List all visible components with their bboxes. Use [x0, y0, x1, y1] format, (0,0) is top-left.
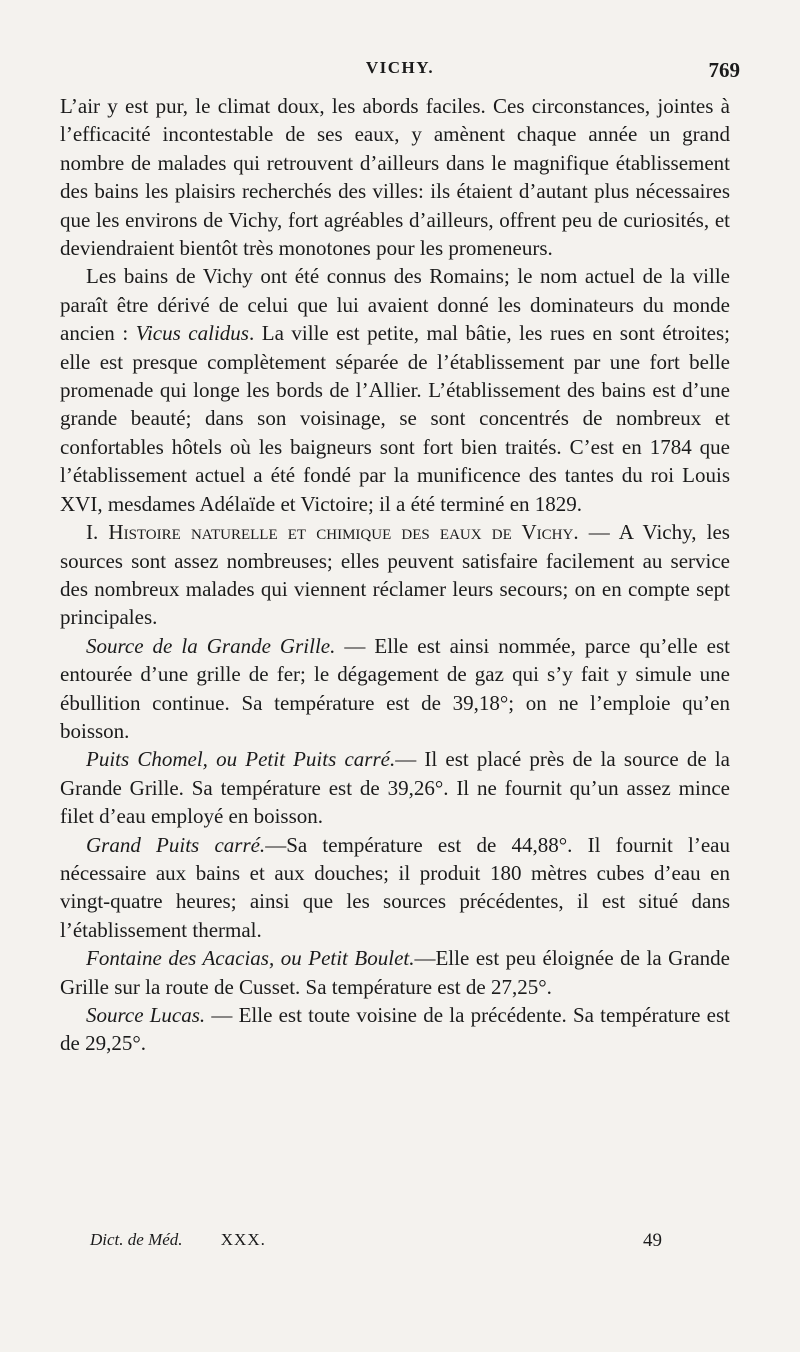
section-heading-paragraph [60, 518, 730, 632]
paragraph-source-lucas [60, 1001, 730, 1058]
signature-mark: Dict. de Méd. [90, 1230, 183, 1249]
body-text [60, 92, 730, 1058]
running-title: VICHY. [365, 58, 435, 77]
text-run: — Elle est toute voisine de la précédente. Sa température est de 29,25°. [60, 1003, 730, 1056]
section-title: Histoire naturelle et chimique des eaux de Vichy. [108, 520, 579, 545]
paragraph-intro: L’air y est pur, le climat doux, les abords faciles. Ces circonstances, jointes à l’efficacité incontestable de ses eaux, y amènent chaque année un grand nombre de malades qui retrouvent d’ailleurs dans le magnifique établissement des bains les plaisirs recherchés des villes: ils étaient d’autant plus nécessaires que les environs de Vichy, fort agréables d’ailleurs, offrent peu de curiosités, et deviendraient bientôt très monotones pour les promeneurs. [60, 94, 730, 261]
text-run: . La ville est petite, mal bâtie, les rues en sont étroites; elle est presque complètement séparée de l’établissement par une fort belle promenade qui longe les bords de l’Allier. L’établissement des bains est d’une grande beauté; dans son voisinage, se sont concentrés de nombreux et confortables hôtels où les baigneurs sont fort bien traités. C’est en 1784 que l’établissement actuel a été fondé par la munificence des tantes du roi Louis XVI, mesdames Adélaïde et Victoire; il a été terminé en 1829. [60, 321, 730, 516]
source-name: Grand Puits carré. [86, 832, 266, 857]
running-header [60, 58, 740, 88]
paragraph-puits-chomel [60, 745, 730, 830]
text-run: — A Vichy, les sources sont assez nombreuses; elles peuvent satisfaire facilement au service des nombreux malades qui viennent réclamer leurs secours; on en compte sept principales. [60, 520, 730, 630]
text-run: — Il est placé près de la source de la Grande Grille. Sa température est de 39,26°. Il ne fournit qu’un assez mince filet d’eau employé en boisson. [60, 747, 730, 829]
volume-mark: XXX. [220, 1230, 266, 1249]
text-run: —Elle est peu éloignée de la Grande Grille sur la route de Cusset. Sa température est de 27,25°. [60, 946, 730, 999]
source-name: Fontaine des Acacias, ou Petit Boulet. [86, 946, 415, 971]
sheet-number: 49 [643, 1230, 662, 1251]
page-footer [90, 1230, 690, 1250]
text-run: Les bains de Vichy ont été connus des Romains; le nom actuel de la ville paraît être dérivé de celui que lui avaient donné les dominateurs du monde ancien : [60, 264, 730, 346]
paragraph-grand-puits [60, 831, 730, 945]
latin-name: Vicus calidus [135, 321, 249, 346]
section-number: I. [86, 520, 109, 545]
page-number: 769 [708, 58, 740, 82]
source-name: Source de la Grande Grille. [86, 633, 336, 658]
source-name: Puits Chomel, ou Petit Puits carré. [86, 747, 396, 772]
paragraph-fontaine-acacias [60, 944, 730, 1001]
paragraph-history [60, 262, 730, 518]
source-name: Source Lucas. [86, 1003, 206, 1027]
text-run: —Sa température est de 44,88°. Il fournit l’eau nécessaire aux bains et aux douches; il produit 180 mètres cubes d’eau en vingt-quatre heures; ainsi que les sources précédentes, il est situé dans l’établissement thermal. [60, 832, 730, 942]
text-run: — Elle est ainsi nommée, parce qu’elle est entourée d’une grille de fer; le dégagement de gaz qui s’y fait y simule une ébullition continue. Sa température est de 39,18°; on ne l’emploie qu’en boisson. [60, 633, 730, 743]
paragraph-source-grande-grille [60, 632, 730, 746]
